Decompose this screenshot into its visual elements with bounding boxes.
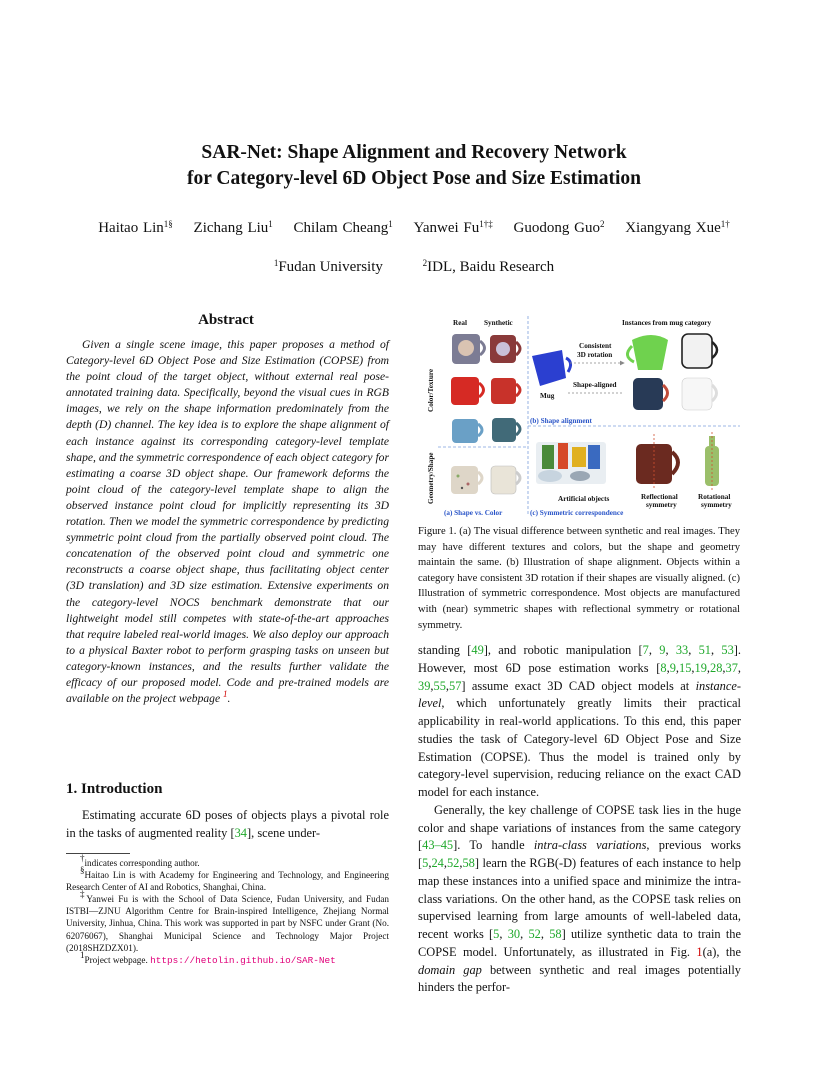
- rotational-bottle-icon: [705, 432, 719, 490]
- citation-link[interactable]: 51: [698, 643, 711, 657]
- citation-link[interactable]: 5: [493, 927, 500, 941]
- citation-link[interactable]: 49: [471, 643, 484, 657]
- synthetic-mug-1-icon: [490, 335, 520, 363]
- real-mug-4-icon: [451, 466, 482, 494]
- label-reflectional-symmetry: symmetry: [646, 501, 677, 509]
- abstract-heading: Abstract: [198, 312, 254, 328]
- right-column-text: [418, 642, 741, 997]
- footnote-divider: [66, 853, 130, 854]
- author: Guodong Guo$^2$: [513, 219, 605, 236]
- citation-link[interactable]: 39: [418, 678, 431, 693]
- footnotes: [66, 853, 389, 967]
- white-mug-icon: [682, 378, 717, 410]
- green-mug-icon: [627, 335, 668, 370]
- label-rotational: Rotational: [698, 493, 731, 501]
- label-shape-aligned: Shape-aligned: [573, 381, 617, 389]
- affiliation: $^1$Fudan University: [273, 258, 383, 275]
- navy-mug-icon: [633, 378, 668, 410]
- artificial-objects-icon: [536, 442, 606, 484]
- label-instances: Instances from mug category: [622, 319, 712, 327]
- figure-1-caption: Figure 1. (a) The visual difference between synthetic and real images. They may have different textures and colors, but the shape and geometry maintain the same. (b) Illustration of shape alignment. Objects within a category have consistent 3D rotation if their shapes are visually aligned. (c) Illustration of symmetric correspondence. Most objects are manufactured with (near) symmetric shapes with reflectional symmetry or rotational symmetry.: [418, 526, 740, 631]
- synthetic-mug-3-icon: [492, 418, 520, 442]
- citation-link[interactable]: 52: [528, 927, 541, 941]
- citation-link[interactable]: 8: [660, 660, 667, 675]
- citation-link[interactable]: 43–45: [422, 838, 454, 853]
- footnote: ‡Yanwei Fu is with the School of Data Science, Fudan University, and Fudan ISTBI—ZJNU Algorithm Centre for Brain-inspired Intelligence, Zhejiang Normal University, Jinhua, China. This work was supported in part by NSFC under Grant (No. 62076067), Shanghai Municipal Science and Technology Major Project (2018SHZDZX01).: [66, 889, 389, 953]
- title-line-1: SAR-Net: Shape Alignment and Recovery Network: [201, 142, 627, 163]
- label-synthetic: Synthetic: [484, 319, 513, 327]
- citation-link[interactable]: 9: [659, 643, 666, 657]
- reflectional-mug-icon: [636, 434, 678, 490]
- abstract-body: Given a single scene image, this paper proposes a method of Category-level 6D Object Pose and Size Estimation (COPSE) from the point cloud of the target object, without external real pose-annotated training data. Specifically, beyond the visual cues in RGB images, we rely on the shape information predominately from the depth (D) channel. The key idea is to explore the shape alignment of each instance against its corresponding category-level template shape, and the symmetric correspondence of each object category for estimating a coarse 3D object shape. Our framework deforms the point cloud of the category-level template shape to align the observed instance point cloud for implicitly representing its 3D rotation. Then we model the symmetric correspondence by predicting symmetric point cloud from the partially observed point cloud. The concatenation of the observed point cloud and symmetric one reconstructs a coarse object shape, thus facilitating object center (3D translation) and 3D size estimation. Extensive experiments on the category-level NOCS benchmark demonstrate that our lightweight model still competes with state-of-the-art approaches that require labeled real-world images. We also deploy our approach to a physical Baxter robot to perform grasping tasks on unseen but category-known instances, and the results further validate the efficacy of our proposed model. Code and pre-trained models are available on the project webpage $^1$.: [66, 338, 389, 706]
- citation-link[interactable]: 30: [507, 927, 521, 941]
- citation-link[interactable]: 28: [710, 660, 723, 675]
- footnote: $^1$Project webpage. https://hetolin.github.io/SAR-Net: [80, 949, 336, 966]
- label-shape-vs-color: (a) Shape vs. Color: [444, 509, 503, 517]
- label-color-texture: Color/Texture: [427, 368, 435, 412]
- label-3d-rotation: 3D rotation: [577, 351, 613, 359]
- white-mug-black-rim-icon: [682, 334, 717, 368]
- label-rotational-symmetry: symmetry: [701, 501, 732, 509]
- citation-link[interactable]: 37: [725, 660, 738, 675]
- citation-link[interactable]: 9: [669, 660, 676, 675]
- author-list: [0, 217, 828, 239]
- affiliation: $^2$IDL, Baidu Research: [422, 258, 555, 275]
- real-mug-2-icon: [451, 377, 484, 405]
- citation-link[interactable]: 52: [446, 856, 460, 870]
- citation-link[interactable]: 24: [431, 856, 444, 870]
- synthetic-mug-4-icon: [491, 466, 520, 494]
- author: Chilam Cheang$^1$: [293, 219, 393, 236]
- label-artificial-objects: Artificial objects: [558, 495, 610, 503]
- project-url-link[interactable]: https://hetolin.github.io/SAR-Net: [150, 954, 336, 966]
- intro-paragraph: Estimating accurate 6D poses of objects plays a pivotal role in the tasks of augmented reality [34], scene under-: [66, 808, 389, 840]
- citation-link[interactable]: 33: [675, 643, 689, 657]
- citation-link[interactable]: 57: [449, 678, 462, 693]
- citation-link[interactable]: 15: [679, 660, 692, 675]
- citation-link[interactable]: 53: [721, 643, 734, 657]
- citation-link[interactable]: 58: [462, 856, 475, 870]
- paper-title: [0, 140, 828, 192]
- citation-link[interactable]: 7: [642, 643, 649, 657]
- affiliation-list: [0, 256, 828, 278]
- label-consistent: Consistent: [579, 342, 612, 350]
- title-line-2: for Category-level 6D Object Pose and Size Estimation: [186, 168, 641, 189]
- mug-template-icon: [532, 350, 571, 386]
- real-mug-1-icon: [452, 334, 485, 364]
- label-mug: Mug: [540, 392, 555, 400]
- citation-link[interactable]: 55: [433, 678, 446, 693]
- footnote: §Haitao Lin is with Academy for Engineering and Technology, and Engineering Research Center of AI and Robotics, Shanghai, China.: [66, 865, 389, 893]
- label-geometry-shape: Geometry/Shape: [427, 452, 435, 504]
- figure-1: [418, 314, 740, 518]
- author: Haitao Lin$^{1\S}$: [98, 219, 173, 236]
- author: Xiangyang Xue$^{1\dagger}$: [625, 219, 730, 236]
- footnote: †indicates corresponding author.: [80, 853, 200, 868]
- paragraph: Generally, the key challenge of COPSE task lies in the huge color and shape variations of instances from the same category [43–45]. To handle intra-class variations, previous works [5,24,52,58] learn the RGB(-D) features of each instance to help map these instances into a unified space and minimize the intra-class variations. On the other hand, as the COPSE task relies on supervised learning from large amounts of well-labeled data, recent works [5, 30, 52, 58] utilize synthetic data to train the COPSE model. Unfortunately, as illustrated in Fig. 1(a), the domain gap between synthetic and real images potentially hinders the perfor-: [418, 802, 742, 995]
- citation-link[interactable]: 5: [422, 856, 429, 870]
- paragraph: standing [49], and robotic manipulation [7, 9, 33, 51, 53]. However, most 6D pose estimation works [8,9,15,19,28,37, 39,55,57] assume exact 3D CAD object models at instance-level, which unfortunately greatly limits their practical applicability in real-world applications. To this end, this paper studies the task of Category-level 6D Object Pose and Size Estimation (COPSE). Thus the model is trained only by category-level supervision, reducing reliance on the exact CAD model for each instance.: [418, 643, 742, 799]
- citation-link[interactable]: 34: [234, 826, 247, 840]
- citation-link[interactable]: 58: [549, 927, 562, 941]
- abstract-text: Given a single scene image, this paper proposes a method of Category-level 6D Object Pose and Size Estimation (COPSE) from the point cloud of the target object, without external real pose-annotated training data. Specifically, beyond the visual cues in RGB images, we rely on the shape information predominately from the depth (D) channel. The key idea is to explore the shape alignment of each instance against its corresponding category-level template shape, and the symmetric correspondence of each object category for estimating a coarse 3D object shape. Our framework deforms the point cloud of the category-level template shape to align the observed instance point cloud for implicitly representing its 3D rotation. Then we model the symmetric correspondence by predicting symmetric point cloud from the partially observed point cloud. The concatenation of the observed point cloud and symmetric one reconstructs a coarse object shape, thus facilitating object center (3D translation) and 3D size estimation. Extensive experiments on the category-level NOCS benchmark demonstrate that our lightweight model still competes with state-of-the-art approaches that require labeled real-world images. We also deploy our approach to a physical Baxter robot to perform grasping tasks on unseen but category-known instances, and the results further validate the efficacy of our proposed model. Code and pre-trained models are available on the project webpage: [66, 338, 389, 706]
- label-real: Real: [453, 319, 467, 327]
- citation-link[interactable]: 19: [694, 660, 707, 675]
- label-shape-alignment: (b) Shape alignment: [530, 417, 592, 425]
- author: Yanwei $Fu^{1\dagger\ddagger}$: [413, 219, 493, 236]
- author: Zichang Liu$^1$: [193, 219, 273, 236]
- synthetic-mug-2-icon: [491, 378, 520, 404]
- footnote-link[interactable]: 1: [223, 689, 228, 700]
- figure-ref-link[interactable]: 1: [696, 944, 703, 959]
- label-reflectional: Reflectional: [641, 493, 678, 501]
- real-mug-3-icon: [452, 419, 482, 443]
- section-heading-introduction: 1. Introduction: [66, 781, 163, 797]
- label-symmetric-correspondence: (c) Symmetric correspondence: [530, 509, 624, 517]
- figure-1-graphic: [418, 314, 740, 518]
